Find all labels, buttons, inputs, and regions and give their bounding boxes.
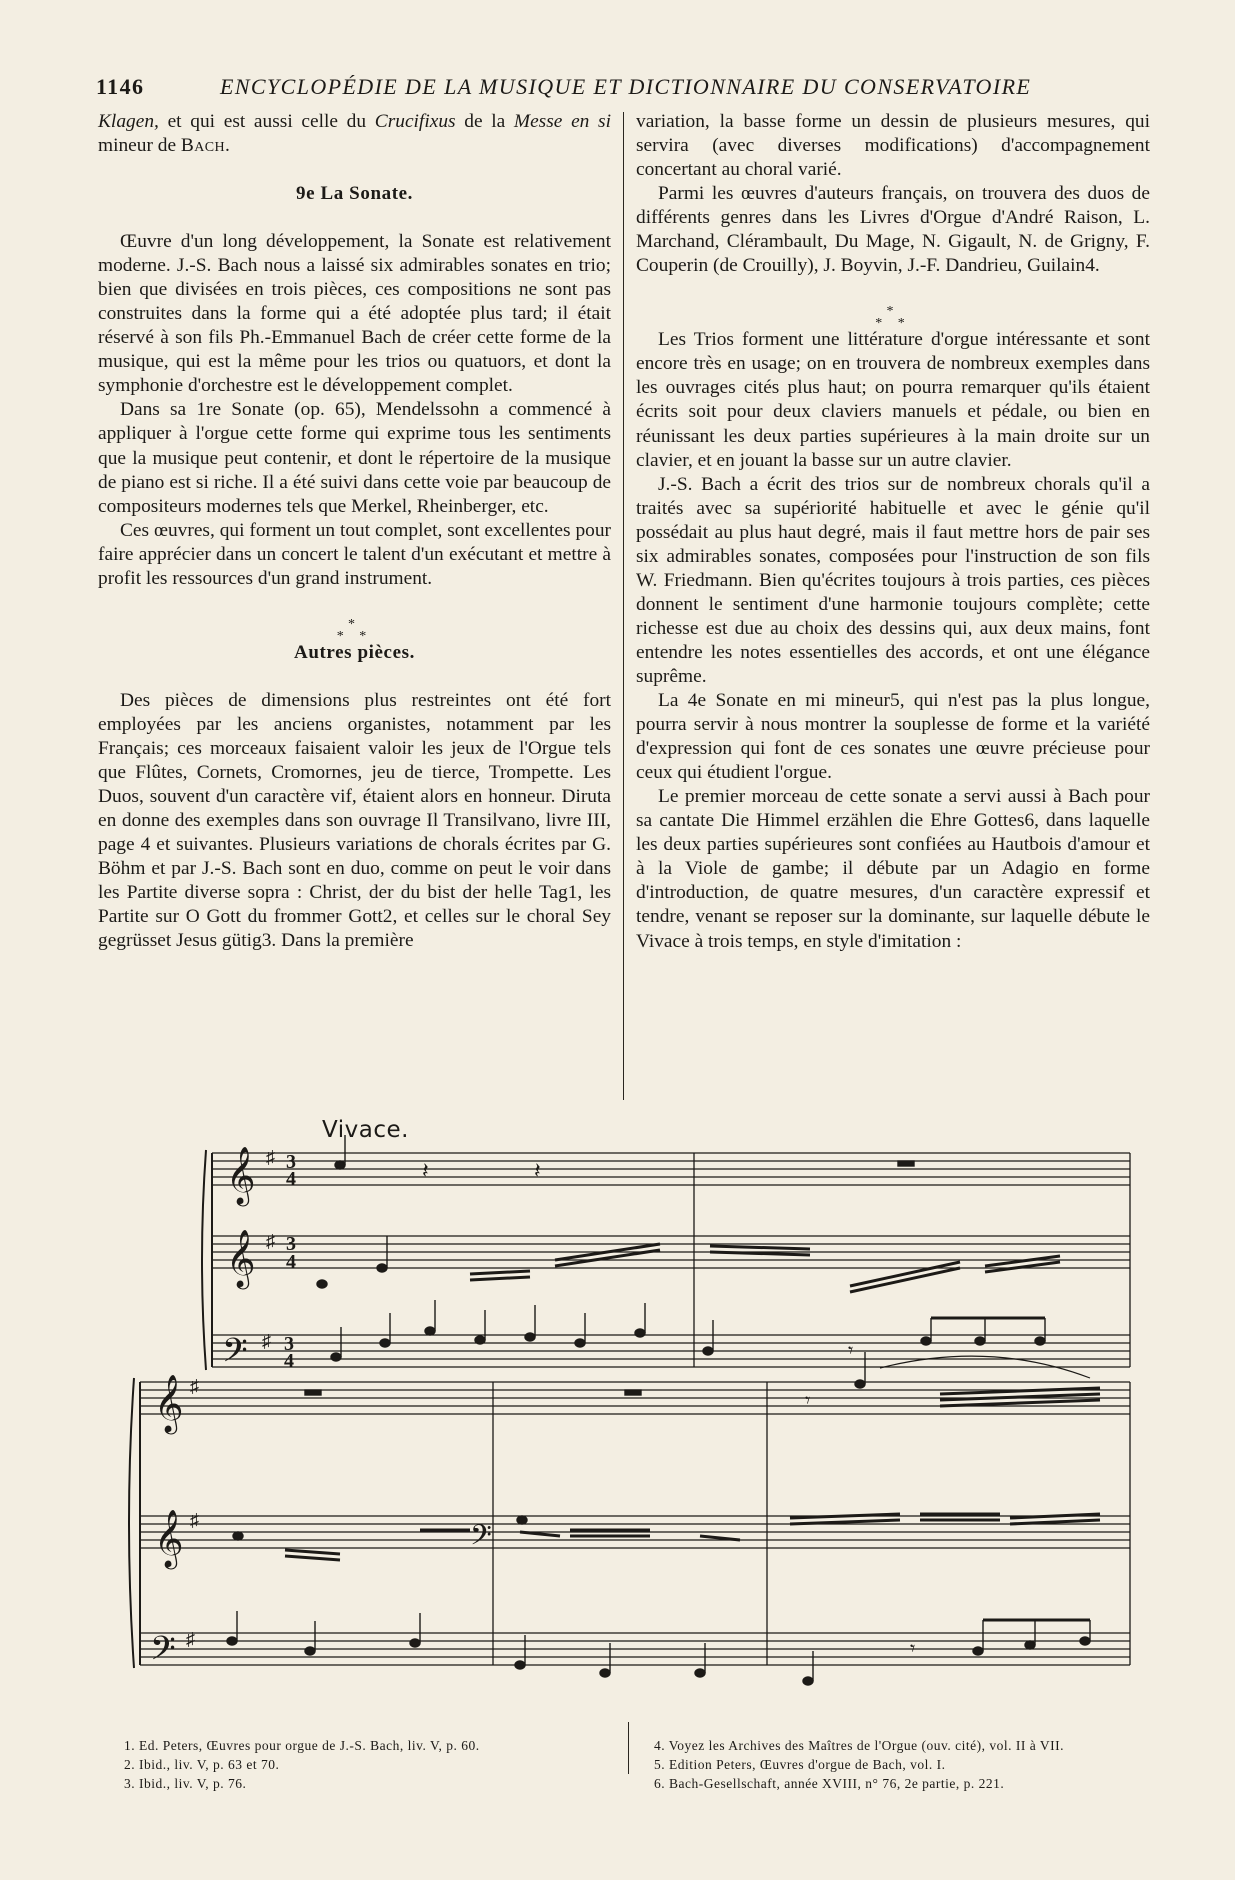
intro-italic-crucifixus: Crucifixus [374,111,456,132]
running-header [96,74,1032,104]
svg-text:𝄢: 𝄢 [222,1332,248,1378]
svg-text:3: 3 [286,1233,296,1255]
trios-paragraph-2: J.-S. Bach a écrit des trios sur de nombreux chorals qu'il a traités avec sa supériorité habituelle et avec le génie qu'il possédait au plus haut degré, mais il faut mettre hors de pair ses six admirables sonates, composées pour l'instruction de son fils W. Friedmann. Bien qu'écrites toujours à trois parties, ces pièces donnent le sentiment d'une harmonie toujours complète; cette richesse est due au choix des dessins qui, aux deux mains, font entendre les notes essentielles des accords, et ont une élégance suprême. [636,473,1150,687]
staff-5-treble [140,1516,1130,1548]
running-title: ENCYCLOPÉDIE DE LA MUSIQUE ET DICTIONNAIRE DU CONSERVATOIRE [220,74,1032,99]
svg-text:𝄞: 𝄞 [154,1509,184,1567]
beamed-run-2 [710,1246,1060,1292]
heading-sonate: 9e La Sonate. [295,183,414,205]
sonate-paragraph-1: Œuvre d'un long développement, la Sonate est relativement moderne. J.-S. Bach nous a laissé six admirables sonates en trio; bien que divisées en trois pièces, ces compositions ne sont pas construites dans la forme qui a été adoptée plus tard; il était réservé à son fils Ph.-Emmanuel Bach de créer cette forme de la musique, qui est la même pour les trios ou quatuors, et dont la symphonie d'orchestre est le développement complet. [98,231,611,397]
svg-text:♯: ♯ [262,1331,271,1351]
intro-italic-messe: Messe en si [513,111,611,132]
system-2-notation [150,1352,1100,1685]
staff-3-bass [212,1335,1130,1367]
continuation-paragraph: variation, la basse forme un dessin de plusieurs mesures, qui servira (avec diverses modifications) d'accompagnement concertant au choral varié. [636,111,1150,181]
staff-1-treble [212,1153,1130,1185]
intro-text-3: mineur de [98,135,181,157]
svg-text:♯: ♯ [190,1376,199,1396]
svg-text:3: 3 [286,1151,296,1173]
svg-text:4: 4 [286,1168,296,1190]
trios-paragraph-4: Le premier morceau de cette sonate a servi aussi à Bach pour sa cantate Die Himmel erzählen die Ehre Gottes6, dans laquelle les deux parties supérieures sont confiées au Hautbois d'amour et à la Viole de gambe; il débute par un Adagio en forme d'introduction, de quatre mesures, d'un caractère expressif et tendre, venant se reposer sur la dominante, sur laquelle débute le Vivace à trois temps, en style d'imitation : [636,786,1150,952]
footnote-5: 5. Edition Peters, Œuvres d'orgue de Bach, vol. I. [654,1757,946,1772]
sonate-paragraph-2: Dans sa 1re Sonate (op. 65), Mendelssohn a commencé à appliquer à l'orgue cette forme qui exprime tous les sentiments que la musique peut contenir, et dont le répertoire de la musique de piano est si riche. Il a été suivi dans cette voie par beaucoup de compositeurs modernes tels que Merkel, Rheinberger, etc. [98,399,611,517]
right-column [636,110,1150,954]
bass-notes-2 [227,1611,1090,1685]
system-2 [129,1378,1130,1668]
svg-text:𝄢: 𝄢 [150,1630,176,1676]
heading-autres-pieces: Autres pièces. [294,641,415,663]
footnote-2: 2. Ibid., liv. V, p. 63 et 70. [124,1757,280,1772]
sonate-paragraph-3: Ces œuvres, qui forment un tout complet, sont excellentes pour faire apprécier dans un concert le talent d'un exécutant et mettre à profit les ressources d'un grand instrument. [98,519,611,589]
intro-paragraph [98,110,611,158]
system-1-notation [222,1135,1060,1378]
svg-text:𝄾: 𝄾 [805,1390,811,1412]
svg-text:3: 3 [284,1333,294,1355]
beamed-run-1 [470,1244,660,1280]
footnote-6: 6. Bach-Gesellschaft, année XVIII, n° 76, 2e partie, p. 221. [654,1776,1005,1791]
trios-paragraph-1: Les Trios forment une littérature d'orgue intéressante et sont encore très en usage; on en trouvera de nombreux exemples dans les ouvrages cités plus haut; on pourra remarquer qu'ils étaient écrits soit pour deux claviers manuels et pédale, ou bien en réunissant les deux parties supérieures à la main droite sur un clavier, et en jouant la basse sur un autre clavier. [636,329,1150,471]
bass-notes-1 [331,1300,1045,1362]
footnotes-right [654,1736,1174,1793]
french-authors-paragraph: Parmi les œuvres d'auteurs français, on trouvera des duos de différents genres dans les Livres d'Orgue d'André Raison, L. Marchand, Clérambault, Du Mage, N. Gigault, N. de Grigny, F. Couperin (de Crouilly), J. Boyvin, J.-F. Dandrieu, Guilain4. [636,183,1150,277]
svg-text:𝄾: 𝄾 [848,1340,854,1362]
svg-text:4: 4 [286,1251,296,1273]
svg-text:𝄽: 𝄽 [422,1158,429,1183]
footnotes-left [124,1736,604,1793]
svg-text:𝄽: 𝄽 [534,1158,541,1183]
tempo-marking: Vivace. [322,1117,409,1143]
trios-paragraph-3: La 4e Sonate en mi mineur5, qui n'est pas la plus longue, pourra servir à nous montrer la souplesse de forme et la variété d'expression qui font de ces sonates une œuvre précieuse pour ceux qui étudient l'orgue. [636,690,1150,784]
page-number: 1146 [96,74,145,99]
svg-text:♯: ♯ [186,1629,195,1649]
svg-text:𝄞: 𝄞 [226,1229,256,1287]
intro-bach: Bach [180,135,226,157]
staff-4-treble [140,1382,1130,1414]
footnote-3: 3. Ibid., liv. V, p. 76. [124,1776,247,1791]
intro-text-2: de la [455,111,514,132]
staff-6-bass [140,1633,1130,1665]
footnote-1: 1. Ed. Peters, Œuvres pour orgue de J.-S. Bach, liv. V, p. 60. [124,1738,480,1753]
svg-text:𝄾: 𝄾 [910,1638,916,1660]
svg-text:𝄞: 𝄞 [226,1146,256,1204]
autres-paragraph: Des pièces de dimensions plus restreintes ont été fort employées par les anciens organistes, notamment par les Français; ces morceaux faisaient valoir les jeux de l'Orgue tels que Flûtes, Cornets, Cromornes, jeu de tierce, Trompette. Les Duos, souvent d'un caractère vif, étaient alors en honneur. Diruta en donne des exemples dans son ouvrage Il Transilvano, livre III, page 4 et suivantes. Plusieurs variations de chorals écrites par G. Böhm et par J.-S. Bach sont en duo, comme on peut le voir dans les Partite diverse sopra : Christ, der du bist der helle Tag1, les Partite sur O Gott du frommer Gott2, et celles sur le choral Sey gegrüsset Jesus gütig3. Dans la première [98,689,611,952]
section-ornament-right: * * * [875,304,911,332]
intro-period: . [225,135,230,157]
svg-text:♯: ♯ [190,1510,199,1530]
footnote-divider [628,1722,629,1774]
system-1 [202,1150,1130,1370]
svg-text:♯: ♯ [266,1147,275,1167]
column-divider [623,112,624,1100]
svg-text:𝄞: 𝄞 [154,1374,184,1432]
footnote-4: 4. Voyez les Archives des Maîtres de l'Orgue (ouv. cité), vol. II à VII. [654,1738,1064,1753]
staff-2-treble [212,1236,1130,1268]
intro-text-1: et qui est aussi celle du [158,111,375,132]
svg-text:♯: ♯ [266,1231,275,1251]
intro-italic-klagen: Klagen, [98,111,159,132]
left-column [98,110,611,953]
svg-text:4: 4 [284,1350,294,1372]
section-ornament: * * * [336,616,373,644]
svg-text:𝄢: 𝄢 [470,1519,492,1559]
